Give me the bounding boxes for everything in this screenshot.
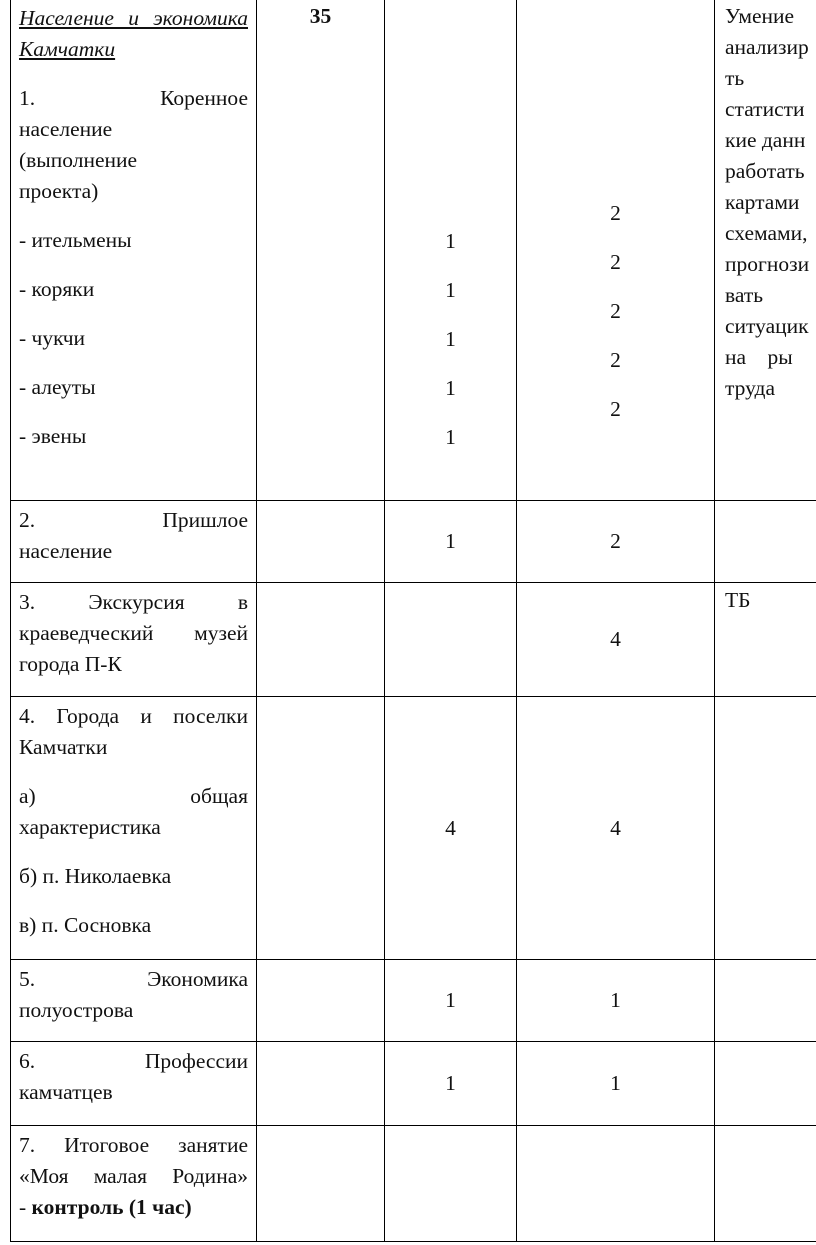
theory-cell bbox=[385, 1126, 517, 1242]
practice-hours: 2 bbox=[610, 250, 621, 274]
topic-item-continued: проекта) bbox=[19, 179, 99, 203]
topic-cell bbox=[11, 1042, 257, 1126]
topic-item-continued: «Моя малая Родина» bbox=[19, 1164, 248, 1188]
skills-line: ть bbox=[725, 66, 745, 90]
skills-cell bbox=[715, 697, 816, 960]
topic-item: 3. Экскурсия в bbox=[19, 590, 248, 614]
note-text: ТБ bbox=[725, 588, 751, 612]
topic-cell bbox=[11, 1126, 257, 1242]
practice-hours: 2 bbox=[610, 529, 621, 553]
theory-hours: 1 bbox=[445, 229, 456, 253]
skills-line: кие данн bbox=[725, 128, 806, 152]
topic-item: 5. Экономика bbox=[19, 967, 248, 991]
total-hours-cell bbox=[257, 960, 385, 1042]
topic-item: 4. Города и поселки bbox=[19, 704, 248, 728]
subitem-continued: характеристика bbox=[19, 815, 161, 839]
total-hours-cell bbox=[257, 583, 385, 697]
curriculum-table bbox=[10, 0, 816, 1242]
theory-cell bbox=[385, 501, 517, 583]
topic-item-continued: города П-К bbox=[19, 652, 122, 676]
theory-hours: 1 bbox=[445, 988, 456, 1012]
total-hours-cell bbox=[257, 0, 385, 501]
skills-line: картами bbox=[725, 190, 800, 214]
subitem: в) п. Сосновка bbox=[19, 913, 152, 937]
theory-hours: 1 bbox=[445, 425, 456, 449]
total-hours-cell bbox=[257, 1126, 385, 1242]
topic-item-continued: краеведческий музей bbox=[19, 621, 248, 645]
practice-cell bbox=[517, 501, 715, 583]
skills-cell bbox=[715, 0, 816, 501]
practice-cell bbox=[517, 960, 715, 1042]
theory-hours: 1 bbox=[445, 1071, 456, 1095]
table-row bbox=[11, 960, 816, 1042]
theory-hours: 1 bbox=[445, 278, 456, 302]
dash: - bbox=[19, 1195, 32, 1219]
subitem: - ительмены bbox=[19, 228, 132, 252]
topic-cell bbox=[11, 501, 257, 583]
skills-line: работать bbox=[725, 159, 805, 183]
topic-cell bbox=[11, 960, 257, 1042]
subitem: - чукчи bbox=[19, 326, 86, 350]
total-hours-cell bbox=[257, 501, 385, 583]
skills-cell bbox=[715, 501, 816, 583]
topic-item-continued: камчатцев bbox=[19, 1080, 113, 1104]
skills-cell bbox=[715, 1126, 816, 1242]
topic-item: 7. Итоговое занятие bbox=[19, 1133, 248, 1157]
topic-item-continued: полуострова bbox=[19, 998, 134, 1022]
topic-item: 2. Пришлое bbox=[19, 508, 248, 532]
topic-cell bbox=[11, 0, 257, 501]
skills-line: на ры bbox=[725, 345, 793, 369]
theory-hours: 4 bbox=[445, 815, 456, 840]
table-row bbox=[11, 501, 816, 583]
practice-hours: 2 bbox=[610, 397, 621, 421]
skills-cell bbox=[715, 583, 816, 697]
practice-hours: 2 bbox=[610, 201, 621, 225]
theory-hours: 1 bbox=[445, 327, 456, 351]
total-hours-cell bbox=[257, 1042, 385, 1126]
practice-cell bbox=[517, 0, 715, 501]
table-row bbox=[11, 583, 816, 697]
practice-hours: 2 bbox=[610, 299, 621, 323]
skills-line: Умение bbox=[725, 4, 795, 28]
topic-item: 1. Коренное bbox=[19, 86, 248, 110]
skills-line: статисти bbox=[725, 97, 805, 121]
subitem: - алеуты bbox=[19, 375, 96, 399]
theory-hours: 1 bbox=[445, 376, 456, 400]
theory-cell bbox=[385, 960, 517, 1042]
practice-hours: 4 bbox=[610, 815, 621, 840]
practice-cell bbox=[517, 1042, 715, 1126]
skills-line: прогнози bbox=[725, 252, 810, 276]
subitem: б) п. Николаевка bbox=[19, 864, 172, 888]
table-row bbox=[11, 1042, 816, 1126]
skills-line: схемами, bbox=[725, 221, 808, 245]
topic-item-continued: население bbox=[19, 539, 113, 563]
subitem: - коряки bbox=[19, 277, 95, 301]
total-hours: 35 bbox=[309, 4, 332, 28]
topic-cell bbox=[11, 583, 257, 697]
theory-cell bbox=[385, 697, 517, 960]
skills-line: анализир bbox=[725, 35, 809, 59]
skills-line: вать bbox=[725, 283, 764, 307]
topic-item-continued: население bbox=[19, 117, 113, 141]
theory-cell bbox=[385, 0, 517, 501]
practice-hours: 1 bbox=[610, 1071, 621, 1095]
table-row bbox=[11, 697, 816, 960]
topic-item-continued bbox=[19, 1192, 248, 1223]
practice-hours: 2 bbox=[610, 348, 621, 372]
skills-cell bbox=[715, 1042, 816, 1126]
subitem: а) общая bbox=[19, 784, 248, 808]
total-hours-cell bbox=[257, 697, 385, 960]
topic-item: 6. Профессии bbox=[19, 1049, 248, 1073]
practice-hours: 4 bbox=[610, 627, 621, 651]
section-title: Население и экономика Камчатки bbox=[19, 6, 248, 61]
practice-cell bbox=[517, 583, 715, 697]
theory-hours: 1 bbox=[445, 529, 456, 553]
subitem: - эвены bbox=[19, 424, 87, 448]
practice-cell bbox=[517, 1126, 715, 1242]
practice-cell bbox=[517, 697, 715, 960]
topic-cell bbox=[11, 697, 257, 960]
skills-line: труда bbox=[725, 376, 776, 400]
skills-cell bbox=[715, 960, 816, 1042]
theory-cell bbox=[385, 1042, 517, 1126]
table-row bbox=[11, 0, 816, 501]
topic-item-continued: Камчатки bbox=[19, 735, 108, 759]
topic-item-continued: (выполнение bbox=[19, 148, 138, 172]
skills-line: ситуацик bbox=[725, 314, 809, 338]
theory-cell bbox=[385, 583, 517, 697]
practice-hours: 1 bbox=[610, 988, 621, 1012]
table-row bbox=[11, 1126, 816, 1242]
control-label: контроль (1 час) bbox=[31, 1195, 192, 1219]
